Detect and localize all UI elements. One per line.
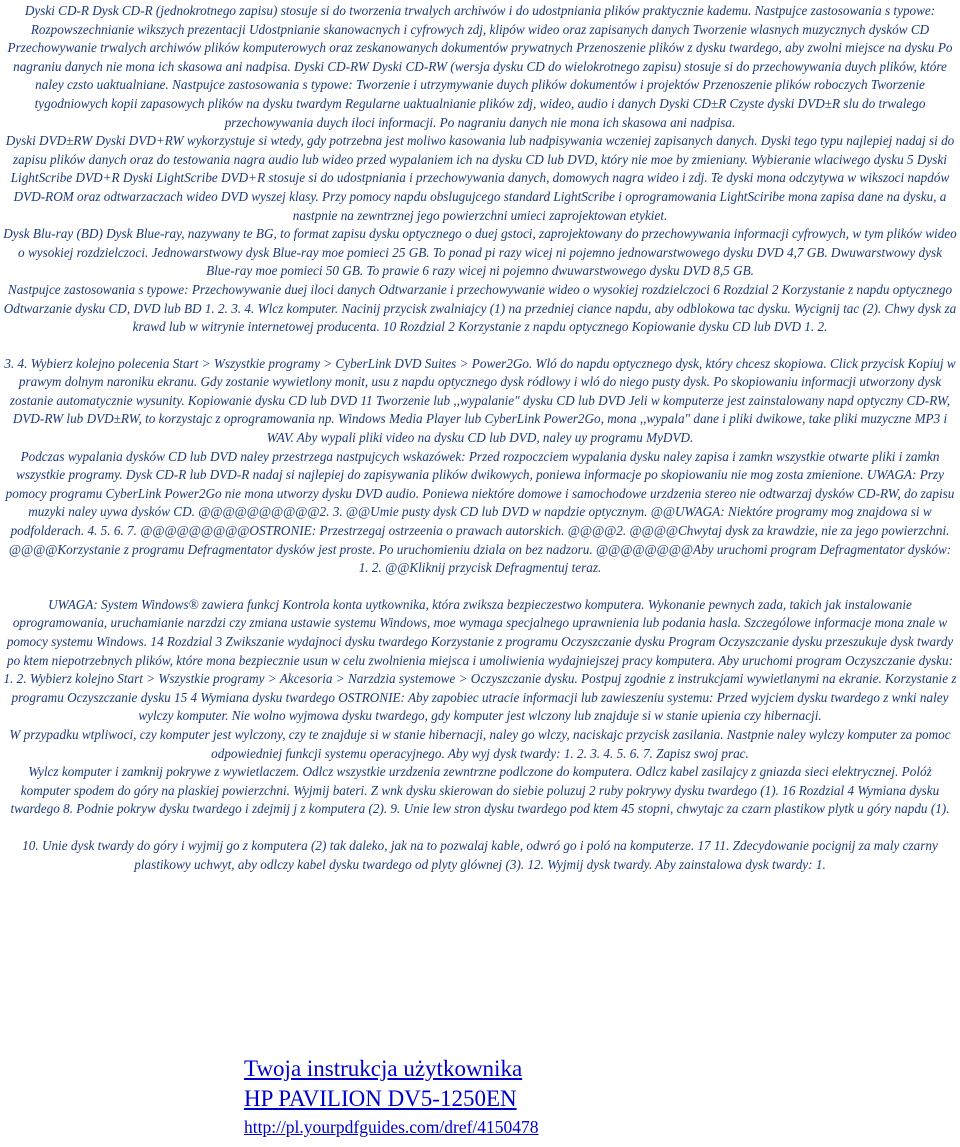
footer [244,1054,844,1140]
paragraph: Dyski CD-R Dysk CD-R (jednokrotnego zapisu) stosuje si do tworzenia trwalych archiwów i do udostpniania plików praktycznie kademu. Nastpujce zastosowania s typowe: Rozpowszechnianie wikszych prezentacji Udostpnianie skanowacnych i cyfrowych zdj, klipów wideo oraz zapisanych danych Tworzenie wlasnych muzycznych dysków CD Przechowywanie trwalych archiwów plików komputerowych oraz zeskanowanych dokumentów prywatnych Przenoszenie plików z dysku twardego, aby zwolni miejsce na dysku Po nagraniu danych nie mona ich skasowa ani nadpisa. Dyski CD-RW Dyski CD-RW (wersja dysku CD do wielokrotnego zapisu) stosuje si do przechowywania duych plików, które naley czsto uaktualniane. Nastpujce zastosowania s typowe: Tworzenie i utrzymywanie duych plików dokumentów i projektów Przenoszenie plików roboczych Tworzenie tygodniowych kopii zapasowych plików na dysku twardym Regularne uaktualnianie plików zdj, wideo, audio i danych Dyski CD±R Czyste dyski DVD±R slu do trwalego przechowywania duych iloci informacji. Po nagraniu danych nie mona ich skasowa ani nadpisa. [7,3,953,130]
paragraph: Podczas wypalania dysków CD lub DVD naley przestrzega nastpujcych wskazówek: Przed rozpoczciem wypalania dysku naley zapisa i zamkn wszystkie otwarte pliki i zamkn wszystkie programy. Dysk CD-R lub DVD-R nadaj si najlepiej do zapisywania plików dwikowych, poniewa informacje po skopiowaniu nie mog zosta zmienione. UWAGA: Przy pomocy programu CyberLink Power2Go nie mona utworzy dysku DVD audio. Poniewa niektóre domowe i samochodowe urzdzenia stereo nie odtwarzaj dysków CD-RW, do zapisu muzyki naley uywa dysków CD. @@@@@@@@@@2. 3. @@Umie pusty dysk CD lub DVD w napdzie optycznym. @@UWAGA: Niektóre programy mog znajdowa si w podfolderach. 4. 5. 6. 7. @@@@@@@@@OSTRONIE: Przestrzegaj ostrzeenia o prawach autorskich. @@@@2. @@@@Chwytaj dysk za krawdzie, nie za jego powierzchni. @@@@Korzystanie z programu Defragmentator dysków jest proste. Po uruchomieniu dziala on bez nadzoru. @@@@@@@@Aby uruchomi program Defragmentator dysków: 1. 2. @@Kliknij przycisk Defragmentuj teraz. [5,448,955,576]
paragraph-gap [3,819,957,837]
manual-title-link[interactable]: Twoja instrukcja użytkownika [244,1056,523,1081]
paragraph: 3. 4. Wybierz kolejno polecenia Start > Wszystkie programy > CyberLink DVD Suites > Power2Go. Wló do napdu optycznego dysk, który chcesz skopiowa. Click przycisk Kopiuj w prawym dolnym naroniku ekranu. Gdy zostanie wywietlony monit, usu z napdu optycznego dysk ródlowy i wló do niego pusty dysk. Po skopiowaniu informacji utworzony dysk zostanie automatycznie wysunity. Kopiowanie dysku CD lub DVD 11 Tworzenie lub ,,wypalanie" dysku CD lub DVD Jeli w komputerze jest zainstalowany napd optyczny CD-RW, DVD-RW lub DVD±RW, to korzystajc z oprogramowania np. Windows Media Player lub CyberLink Power2Go, mona ,,wypala" dane i pliki dwikowe, take pliki muzyczne MP3 i WAV. Aby wypali pliki video na dysku CD lub DVD, naley uy programu MyDVD. [4,355,956,446]
paragraph: 10. Unie dysk twardy do góry i wyjmij go z komputera (2) tak daleko, jak na to pozwalaj kable, odwró go i poló na komputerze. 17 11. Zdecydowanie pocignij za maly czarny plastikowy uchwyt, aby odlczy kabel dysku twardego od plyty glównej (3). 12. Wyjmij dysk twardy. Aby zainstalowa dysk twardy: 1. [22,837,938,872]
paragraph: Wylcz komputer i zamknij pokrywe z wywietlaczem. Odlcz wszystkie urzdzenia zewntrzne podlczone do komputera. Odlcz kabel zasilajcy z gniazda sieci elektrycznej. Polóż komputer spodem do góry na plaskiej powierzchni. Wyjmij bateri. Z wnk dysku skierowan do siebie poluzuj 2 ruby pokrywy dysku twardego (1). 16 Rozdzial 4 Wymiana dysku twardego 8. Podnie pokryw dysku twardego i zdejmij j z komputera (2). 9. Unie lew stron dysku twardego pod ktem 45 stopni, chwytajc za czarn plastikow plytk u góry napdu (1). [10,764,950,817]
paragraph: Dyski DVD±RW Dyski DVD+RW wykorzystuje si wtedy, gdy potrzebna jest moliwo kasowania lub nadpisywania wczeniej zapisanych danych. Dyski tego typu najlepiej nadaj si do zapisu plików danych oraz do testowania nagra audio lub wideo przed wypalaniem ich na dysku CD lub DVD, który nie moe by zmieniany. Wybieranie wlaciwego dysku 5 Dyski LightScribe DVD+R Dyski LightScribe DVD+R stosuje si do udostpniania i przechowywania danych, domowych nagra wideo i zdj. Te dyski mona odczytywa w wikszoci napdów DVD-ROM oraz odtwarzaczach wideo DVD wyszej klasy. Przy pomocy napdu obslugujcego standard LightScribe i oprogramowania LightSciribe mona zapisa dane na dysku, a nastpnie na zewntrznej jego powierzchni umieci zaprojektowan etykiet. [5,133,955,223]
paragraph: W przypadku wtpliwoci, czy komputer jest wylczony, czy te znajduje si w stanie hibernacji, naley go wlczy, naciskajc przycisk zasilania. Nastpnie naley wylczy komputer za pomoc odpowiedniej funkcji systemu operacyjnego. Aby wyj dysk twardy: 1. 2. 3. 4. 5. 6. 7. Zapisz swoj prac. [9,726,951,761]
source-url-link[interactable]: http://pl.yourpdfguides.com/dref/4150478 [244,1117,539,1137]
document-body [3,2,957,874]
paragraph: Nastpujce zastosowania s typowe: Przechowywanie duej iloci danych Odtwarzanie i przechowywanie wideo o wysokiej rozdzielczoci 6 Rozdzial 2 Korzystanie z napdu optycznego Odtwarzanie dysku CD, DVD lub BD 1. 2. 3. 4. Wlcz komputer. Nacinij przycisk zwalniajcy (1) na przedniej ciance napdu, aby odblokowa tac dysku. Wycignij tac (2). Chwy dysk za krawd lub w witrynie internetowej producenta. 10 Rozdzial 2 Korzystanie z napdu optycznego Kopiowanie dysku CD lub DVD 1. 2. [3,281,957,335]
paragraph-gap [3,578,957,596]
paragraph: UWAGA: System Windows® zawiera funkcj Kontrola konta uytkownika, która zwiksza bezpieczestwo komputera. Wykonanie pewnych zada, takich jak instalowanie oprogramowania, uruchamianie narzdzi czy zmiana ustawie systemu Windows, moe wymaga specjalnego uprawnienia lub podania hasla. Szczególowe informacje mona znale w pomocy systemu Windows. 14 Rozdzial 3 Zwikszanie wydajnoci dysku twardego Korzystanie z programu Oczyszczanie dysku Program Oczyszczanie dysku przeszukuje dysk twardy po ktem niepotrzebnych plików, które mona bezpiecznie usun w celu zwolnienia miejsca i umoliwienia wydajniejszej pracy komputera. Aby uruchomi program Oczyszczanie dysku: 1. 2. Wybierz kolejno Start > Wszystkie programy > Akcesoria > Narzdzia systemowe > Oczyszczanie dysku. Postpuj zgodnie z instrukcjami wywietlanymi na ekranie. Korzystanie z programu Oczyszczanie dysku 15 4 Wymiana dysku twardego OSTRONIE: Aby zapobiec utracie informacji lub zawieszeniu systemu: Przed wyjciem dysku twardego z wnki naley wylczy komputer. Nie wolno wyjmowa dysku twardego, gdy komputer jest wlczony lub znajduje si w stanie upienia czy hibernacji. [3,596,957,724]
paragraph-gap [3,337,957,355]
product-model-link[interactable]: HP PAVILION DV5-1250EN [244,1086,517,1111]
paragraph: Dysk Blu-ray (BD) Dysk Blue-ray, nazywany te BG, to format zapisu dysku optycznego o duej gstoci, zaprojektowany do przechowywania informacji cyfrowych, w tym plików wideo o wysokiej rozdzielczoci. Jednowarstwowy dysk Blue-ray moe pomieci 25 GB. To ponad pi razy wicej ni pojemno jednowarstwowego dysku DVD 4,7 GB. Dwuwarstwowy dysk Blue-ray moe pomieci 50 GB. To prawie 6 razy wicej ni pojemno dwuwarstwowego dysku DVD 8,5 GB. [3,226,957,279]
